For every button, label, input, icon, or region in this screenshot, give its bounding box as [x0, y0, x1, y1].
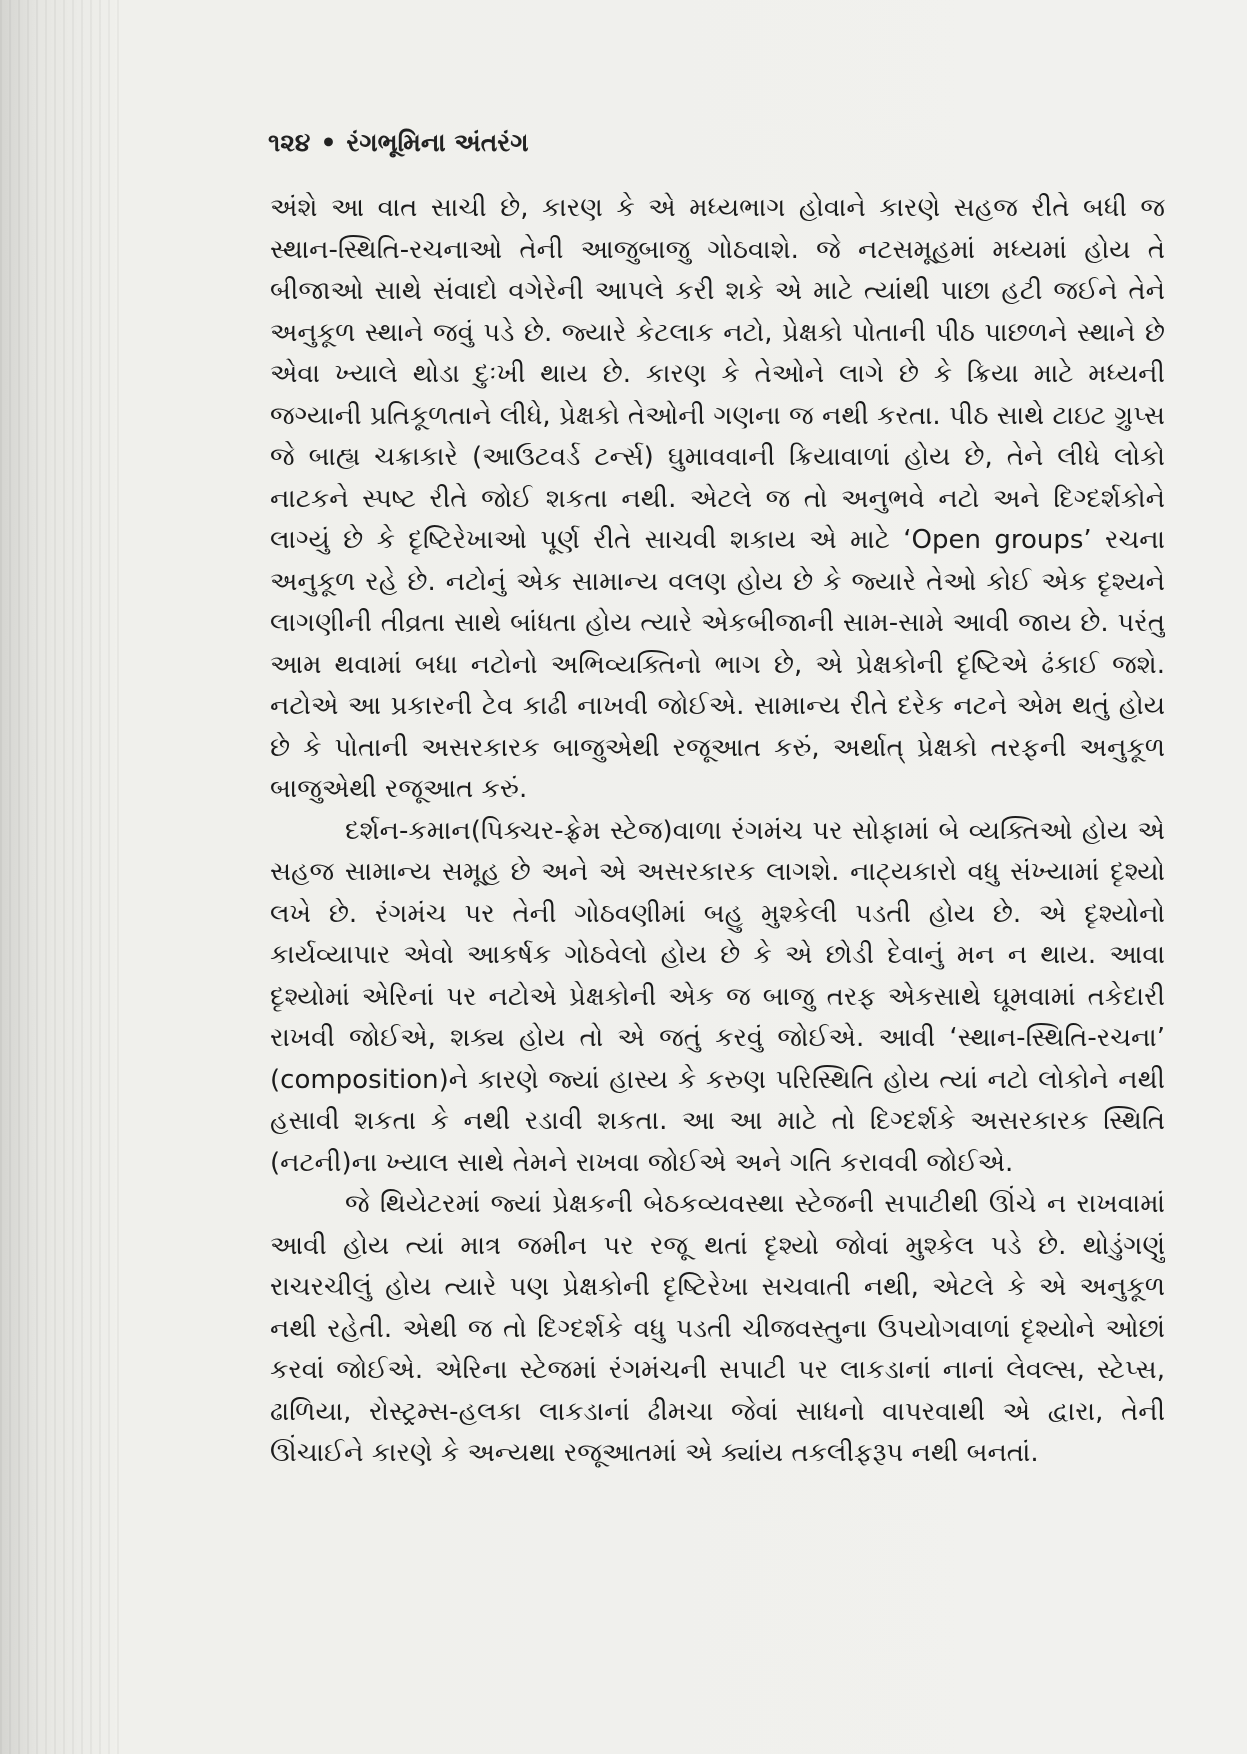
paragraph-3: જે થિયેટરમાં જ્યાં પ્રેક્ષકની બેઠકવ્યવસ્થા સ્ટેજની સપાટીથી ઊંચે ન રાખવામાં આવી હોય ત્યાં માત્ર જમીન પર રજૂ થતાં દૃશ્યો જોવાં મુશ્કેલ પડે છે. થોડુંગણું રાચરચીલું હોય ત્યારે પણ પ્રેક્ષકોની દૃષ્ટિરેખા સચવાતી નથી, એટલે કે એ અનુકૂળ નથી રહેતી. એથી જ તો દિગ્દર્શકે વધુ પડતી ચીજવસ્તુના ઉપયોગવાળાં દૃશ્યોને ઓછાં કરવાં જોઈએ. એરિના સ્ટેજમાં રંગમંચની સપાટી પર લાકડાનાં નાનાં લેવલ્સ, સ્ટેપ્સ, ઢાળિયા, રોસ્ટ્રમ્સ-હલકા લાકડાનાં ઢીમચા જેવાં સાધનો વાપરવાથી એ દ્વારા, તેની ઊંચાઈને કારણે કે અન્યથા રજૂઆતમાં એ ક્યાંય તકલીફરૂપ નથી બનતાં. [270, 1189, 1165, 1468]
header-separator: • [320, 128, 337, 157]
book-title: રંગભૂમિના અંતરંગ [346, 128, 529, 157]
body-text [270, 188, 1165, 1628]
paragraph-2: દર્શન-કમાન(પિક્ચર-ફ્રેમ સ્ટેજ)વાળા રંગમંચ પર સોફામાં બે વ્યક્તિઓ હોય એ સહજ સામાન્ય સમૂહ છે અને એ અસરકારક લાગશે. નાટ્યકારો વધુ સંખ્યામાં દૃશ્યો લખે છે. રંગમંચ પર તેની ગોઠવણીમાં બહુ મુશ્કેલી પડતી હોય છે. એ દૃશ્યોનો કાર્યવ્યાપાર એવો આકર્ષક ગોઠવેલો હોય છે કે એ છોડી દેવાનું મન ન થાય. આવા દૃશ્યોમાં એરિનાં પર નટોએ પ્રેક્ષકોની એક જ બાજુ તરફ એકસાથે ઘૂમવામાં તકેદારી રાખવી જોઈએ, શક્ય હોય તો એ જતું કરવું જોઈએ. આવી ‘સ્થાન-સ્થિતિ-રચના’ (composition)ને કારણે જ્યાં હાસ્ય કે કરુણ પરિસ્થિતિ હોય ત્યાં નટો લોકોને નથી હસાવી શકતા કે નથી રડાવી શકતા. આ આ માટે તો દિગ્દર્શકે અસરકારક સ્થિતિ (નટની)ના ખ્યાલ સાથે તેમને રાખવા જોઈએ અને ગતિ કરાવવી જોઈએ. [270, 815, 1165, 1178]
paragraph-1: અંશે આ વાત સાચી છે, કારણ કે એ મધ્યભાગ હોવાને કારણે સહજ રીતે બધી જ સ્થાન-સ્થિતિ-રચનાઓ તેની આજુબાજુ ગોઠવાશે. જે નટસમૂહમાં મધ્યમાં હોય તે બીજાઓ સાથે સંવાદો વગેરેની આપલે કરી શકે એ માટે ત્યાંથી પાછા હટી જઈને તેને અનુકૂળ સ્થાને જવું પડે છે. જ્યારે કેટલાક નટો, પ્રેક્ષકો પોતાની પીઠ પાછળને સ્થાને છે એવા ખ્યાલે થોડા દુઃખી થાય છે. કારણ કે તેઓને લાગે છે કે ક્રિયા માટે મધ્યની જગ્યાની પ્રતિકૂળતાને લીધે, પ્રેક્ષકો તેઓની ગણના જ નથી કરતા. પીઠ સાથે ટાઇટ ગ્રુપ્સ જે બાહ્ય ચક્રાકારે (આઉટવર્ડ ટર્ન્સ) ઘુમાવવાની ક્રિયાવાળાં હોય છે, તેને લીધે લોકો નાટકને સ્પષ્ટ રીતે જોઈ શકતા નથી. એટલે જ તો અનુભવે નટો અને દિગ્દર્શકોને લાગ્યું છે કે દૃષ્ટિરેખાઓ પૂર્ણ રીતે સાચવી શકાય એ માટે ‘Open groups’ રચના અનુકૂળ રહે છે. નટોનું એક સામાન્ય વલણ હોય છે કે જ્યારે તેઓ કોઈ એક દૃશ્યને લાગણીની તીવ્રતા સાથે બાંધતા હોય ત્યારે એકબીજાની સામ-સામે આવી જાય છે. પરંતુ આમ થવામાં બધા નટોનો અભિવ્યક્તિનો ભાગ છે, એ પ્રેક્ષકોની દૃષ્ટિએ ઢંકાઈ જશે. નટોએ આ પ્રકારની ટેવ કાઢી નાખવી જોઈએ. સામાન્ય રીતે દરેક નટને એમ થતું હોય છે કે પોતાની અસરકારક બાજુએથી રજૂઆત કરું, અર્થાત્ પ્રેક્ષકો તરફની અનુકૂળ બાજુએથી રજૂઆત કરું. [270, 193, 1165, 804]
page-number: ૧૨૪ [268, 128, 311, 157]
page-stack-edge [0, 0, 125, 1754]
running-header [268, 128, 528, 158]
